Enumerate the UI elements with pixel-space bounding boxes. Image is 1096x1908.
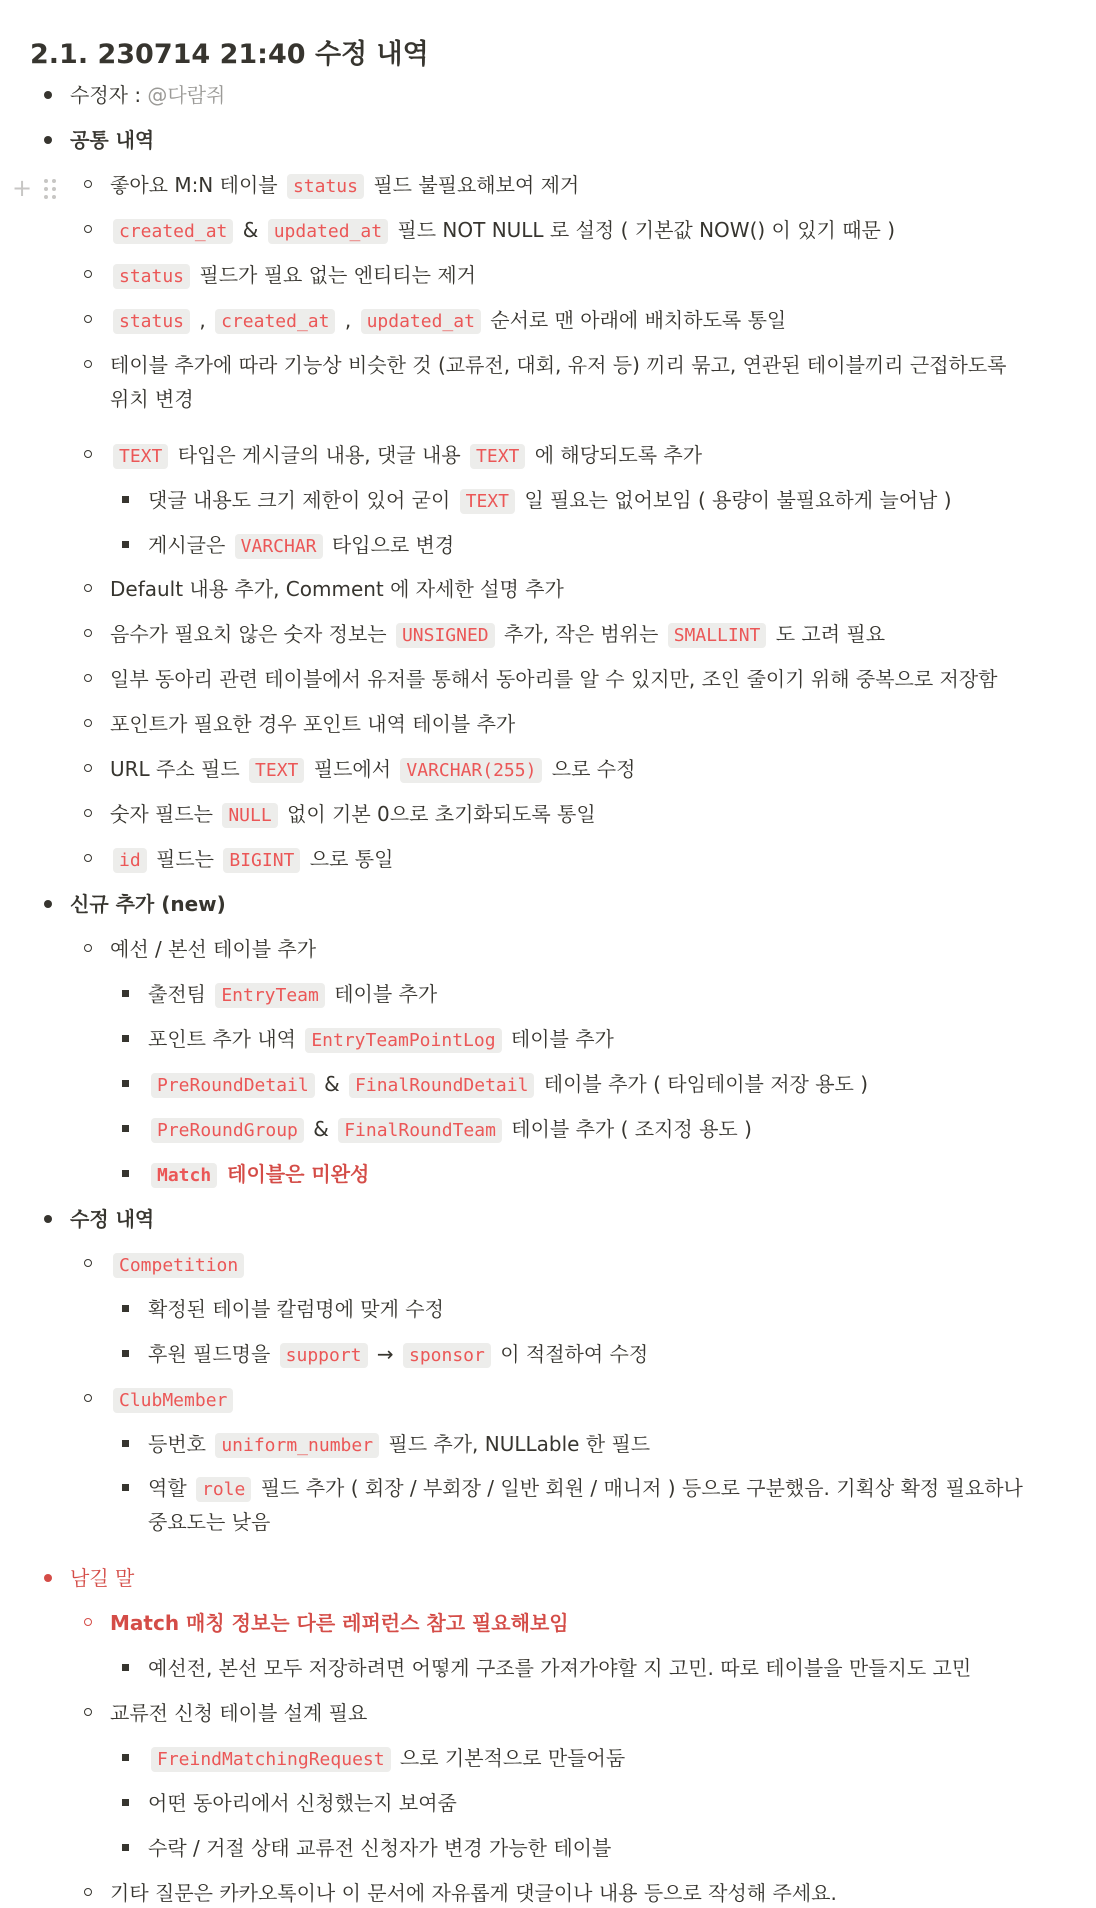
list-item[interactable] [110,305,786,337]
bullet-square-icon [122,990,129,997]
text-segment: 수정자 : [70,83,148,107]
text-segment: 등번호 [148,1432,213,1456]
text-segment: 중요도는 낮음 [148,1510,271,1534]
bullet-square-icon [122,1440,129,1447]
inline-code: NULL [222,803,277,828]
text-segment: & [317,1072,347,1096]
inline-code: UNSIGNED [396,623,495,648]
page-title: 2.1. 230714 21:40 수정 내역 [30,39,429,70]
bullet-square-icon [122,541,129,548]
inline-code: EntryTeam [215,983,325,1008]
list-item[interactable] [148,1159,369,1191]
list-item[interactable] [148,485,952,517]
bullet-circle-icon [84,944,92,952]
text-segment: 으로 기본적으로 만들어둠 [393,1746,626,1770]
text-segment: 필드 추가 ( 회장 / 부회장 / 일반 회원 / 매니저 ) 등으로 구분했음. 기획상 확정 필요하나 [254,1476,1023,1500]
text-segment: 필드에서 [307,757,398,781]
text-segment: 도 고려 필요 [769,622,886,646]
bullet-circle-icon [84,764,92,772]
text-segment: 댓글 내용도 크기 제한이 있어 굳이 [148,488,457,512]
text-segment: 필드 불필요해보여 제거 [366,173,580,197]
text-segment: 타입은 게시글의 내용, 댓글 내용 [171,443,468,467]
list-item[interactable] [70,1563,134,1593]
list-item[interactable] [70,1204,154,1234]
inline-code: created_at [215,309,335,334]
text-segment: Match 매칭 정보는 다른 레퍼런스 참고 필요해보임 [110,1611,569,1635]
text-segment: 필드 추가, NULLable 한 필드 [382,1432,651,1456]
text-segment: 포인트가 필요한 경우 포인트 내역 테이블 추가 [110,712,516,736]
inline-code: sponsor [403,1343,491,1368]
list-item[interactable] [110,1878,837,1908]
bullet-disc-icon [44,136,52,144]
text-segment: , [193,308,213,332]
drag-handle-icon[interactable] [44,179,56,199]
bullet-square-icon [122,1664,129,1671]
bullet-circle-icon [84,180,92,188]
bullet-square-icon [122,496,129,503]
text-segment: 으로 수정 [545,757,636,781]
list-item[interactable] [110,619,885,651]
text-segment: 기타 질문은 카카오톡이나 이 문서에 자유롭게 댓글이나 내용 등으로 작성해 주세요. [110,1881,837,1905]
text-segment: 위치 변경 [110,387,194,411]
text-segment: 수정 내역 [70,1207,155,1231]
list-item[interactable] [148,979,437,1011]
text-segment: 예선전, 본선 모두 저장하려면 어떻게 구조를 가져가야할 지 고민. 따로 테이블을 만들지도 고민 [148,1656,972,1680]
inline-code: updated_at [268,219,388,244]
text-segment: 공통 내역 [70,128,155,152]
text-segment: 교류전 신청 테이블 설계 필요 [110,1701,368,1725]
bullet-circle-icon [84,1394,92,1402]
list-item[interactable] [110,1384,236,1416]
inline-code: Match [151,1163,217,1188]
list-item[interactable] [110,934,316,964]
bullet-square-icon [122,1080,129,1087]
list-item[interactable] [148,1429,650,1461]
text-segment: 테이블 추가 ( 타임테이블 저장 용도 ) [537,1072,869,1096]
text-segment: , [338,308,358,332]
bullet-square-icon [122,1350,129,1357]
list-item-continuation[interactable] [148,1507,270,1537]
text-segment: 필드는 [149,847,221,871]
bullet-circle-icon [84,629,92,637]
inline-code: updated_at [361,309,481,334]
list-item[interactable] [110,1608,569,1638]
bullet-square-icon [122,1754,129,1761]
list-item[interactable] [110,799,596,831]
bullet-circle-icon [84,1259,92,1267]
list-item[interactable] [110,754,635,786]
list-item[interactable] [148,1833,611,1863]
inline-code: EntryTeamPointLog [305,1028,501,1053]
bullet-circle-icon [84,584,92,592]
text-segment: 후원 필드명을 [148,1342,277,1366]
bullet-circle-icon [84,225,92,233]
text-segment: 테이블 추가 [504,1027,614,1051]
bullet-circle-icon [84,854,92,862]
list-item[interactable] [148,1024,614,1056]
bullet-square-icon [122,1170,129,1177]
inline-code: SMALLINT [668,623,767,648]
text-segment: 일부 동아리 관련 테이블에서 유저를 통해서 동아리를 알 수 있지만, 조인 줄이기 위해 중복으로 저장함 [110,667,998,691]
text-segment: 어떤 동아리에서 신청했는지 보여줌 [148,1791,457,1815]
inline-code: id [113,848,147,873]
bullet-square-icon [122,1484,129,1491]
text-segment: 역할 [148,1476,193,1500]
bullet-disc-icon [44,91,52,99]
bullet-circle-icon [84,360,92,368]
text-segment: 추가, 작은 범위는 [497,622,665,646]
inline-code: support [280,1343,368,1368]
inline-code: TEXT [249,758,304,783]
list-item[interactable] [110,170,579,202]
text-segment: 테이블 추가 ( 조지정 용도 ) [504,1117,752,1141]
list-item[interactable] [148,1653,971,1683]
text-segment: → [370,1342,400,1366]
list-item[interactable] [110,260,476,292]
inline-code: status [113,309,190,334]
text-segment: URL 주소 필드 [110,757,247,781]
inline-code: VARCHAR(255) [400,758,542,783]
bullet-circle-icon [84,1888,92,1896]
inline-code: ClubMember [113,1388,233,1413]
text-segment: 이 적절하여 수정 [493,1342,649,1366]
text-segment: & [306,1117,336,1141]
text-segment: 수락 / 거절 상태 교류전 신청자가 변경 가능한 테이블 [148,1836,612,1860]
text-segment: 게시글은 [148,533,232,557]
inline-code: TEXT [460,489,515,514]
list-item[interactable] [148,530,454,562]
list-item[interactable] [148,1788,457,1818]
text-segment: 테이블은 미완성 [220,1162,370,1186]
bullet-circle-icon [84,270,92,278]
text-segment: 신규 추가 (new) [70,892,226,916]
text-segment: 일 필요는 없어보임 ( 용량이 불필요하게 늘어남 ) [517,488,952,512]
text-segment: 숫자 필드는 [110,802,220,826]
list-item[interactable] [110,1698,367,1728]
bullet-circle-icon [84,809,92,817]
text-segment: 테이블 추가에 따라 기능상 비슷한 것 (교류전, 대회, 유저 등) 끼리 묶고, 연관된 테이블끼리 근접하도록 [110,353,1007,377]
list-item[interactable] [110,844,393,876]
list-item[interactable] [70,125,154,155]
block-handle[interactable] [12,176,62,200]
list-item[interactable] [148,1294,444,1324]
bullet-circle-icon [84,719,92,727]
text-segment: 출전팀 [148,982,213,1006]
list-item[interactable] [110,215,895,247]
bullet-circle-icon [84,450,92,458]
inline-code: FinalRoundDetail [349,1073,534,1098]
bullet-square-icon [122,1799,129,1806]
inline-code: BIGINT [223,848,300,873]
list-item[interactable] [148,1473,1023,1505]
text-segment: 포인트 추가 내역 [148,1027,303,1051]
text-segment: Default 내용 추가, Comment 에 자세한 설명 추가 [110,577,564,601]
text-segment: 좋아요 M:N 테이블 [110,173,284,197]
text-segment: 예선 / 본선 테이블 추가 [110,937,317,961]
inline-code: Competition [113,1253,244,1278]
bullet-disc-icon [44,900,52,908]
text-segment: 음수가 필요치 않은 숫자 정보는 [110,622,393,646]
list-item[interactable] [148,1069,868,1101]
list-item[interactable] [70,80,225,110]
inline-code: TEXT [113,444,168,469]
text-segment: & [236,218,265,242]
list-item[interactable] [110,664,997,694]
list-item[interactable] [110,709,515,739]
inline-code: FreindMatchingRequest [151,1747,391,1772]
list-item[interactable] [110,440,702,472]
text-segment: 없이 기본 0으로 초기화되도록 통일 [280,802,596,826]
list-item[interactable] [110,1249,247,1281]
bullet-square-icon [122,1035,129,1042]
bullet-circle-icon [84,315,92,323]
inline-code: status [287,174,364,199]
list-item[interactable] [70,889,226,919]
inline-code: PreRoundGroup [151,1118,304,1143]
text-segment: @다람쥐 [147,83,226,107]
bullet-circle-icon [84,1618,92,1626]
list-item[interactable] [110,574,564,604]
text-segment: 필드 NOT NULL 로 설정 ( 기본값 NOW() 이 있기 때문 ) [391,218,896,242]
list-item[interactable] [110,350,1006,380]
inline-code: created_at [113,219,233,244]
text-segment: 으로 통일 [303,847,394,871]
text-segment: 남길 말 [70,1566,135,1590]
bullet-disc-icon [44,1574,52,1582]
bullet-circle-icon [84,1708,92,1716]
inline-code: PreRoundDetail [151,1073,315,1098]
text-segment: 확정된 테이블 칼럼명에 맞게 수정 [148,1297,444,1321]
bullet-square-icon [122,1305,129,1312]
inline-code: role [196,1477,251,1502]
bullet-square-icon [122,1844,129,1851]
inline-code: TEXT [470,444,525,469]
list-item[interactable] [148,1114,752,1146]
inline-code: status [113,264,190,289]
plus-icon[interactable]: + [12,174,33,202]
bullet-circle-icon [84,674,92,682]
inline-code: VARCHAR [235,534,323,559]
inline-code: uniform_number [215,1433,379,1458]
text-segment: 타입으로 변경 [325,533,455,557]
text-segment: 에 해당되도록 추가 [528,443,703,467]
text-segment: 필드가 필요 없는 엔티티는 제거 [193,263,476,287]
text-segment: 테이블 추가 [327,982,438,1006]
list-item-continuation[interactable] [110,384,194,414]
list-item[interactable] [148,1743,625,1775]
text-segment: 순서로 맨 아래에 배치하도록 통일 [483,308,787,332]
list-item[interactable] [148,1339,648,1371]
bullet-square-icon [122,1125,129,1132]
bullet-disc-icon [44,1215,52,1223]
inline-code: FinalRoundTeam [338,1118,502,1143]
